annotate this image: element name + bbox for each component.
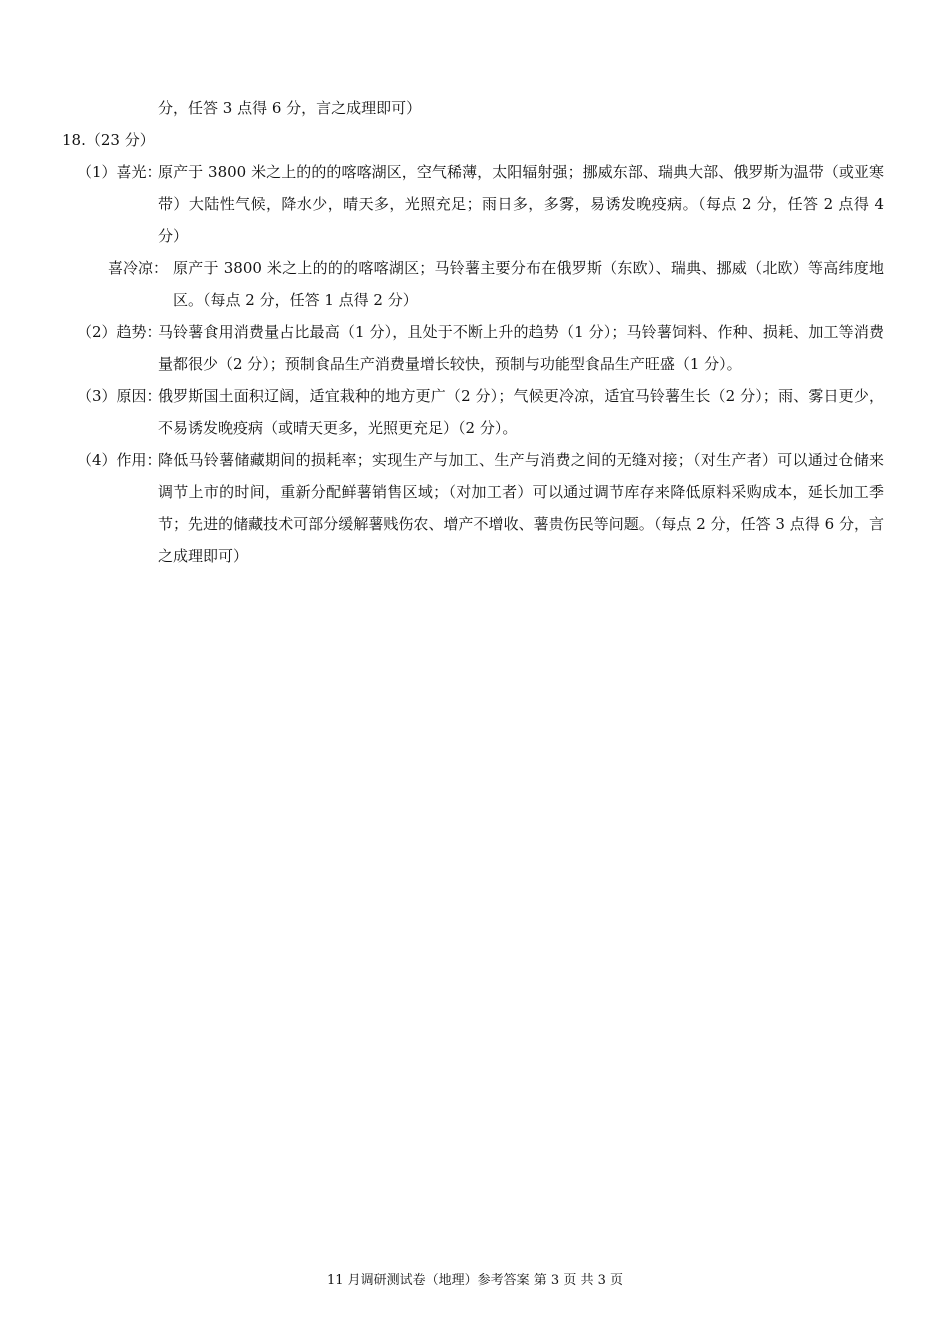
answer-3-label: （3）原因： — [77, 387, 162, 405]
answer-1-text: 原产于 3800 米之上的的的喀喀湖区，空气稀薄，太阳辐射强；挪威东部、瑞典大部、俄罗斯为温带（或亚寒带）大陆性气候，降水少，晴天多，光照充足；雨日多，多雾，易诱发晚疫病。（每点 2 分，任答 2 点得 4 分） — [158, 163, 884, 245]
answer-1b-text: 原产于 3800 米之上的的的喀喀湖区；马铃薯主要分布在俄罗斯（东欧）、瑞典、挪威（北欧）等高纬度地区。（每点 2 分，任答 1 点得 2 分） — [173, 259, 884, 309]
answer-1-label: （1）喜光： — [77, 163, 162, 181]
answer-4-label: （4）作用： — [77, 451, 162, 469]
page-footer: 11 月调研测试卷（地理）参考答案 第 3 页 共 3 页 — [326, 1273, 623, 1288]
answer-2-text: 马铃薯食用消费量占比最高（1 分），且处于不断上升的趋势（1 分）；马铃薯饲料、作种、损耗、加工等消费量都很少（2 分）；预制食品生产消费量增长较快，预制与功能型食品生产旺盛（1 分）。 — [158, 323, 884, 373]
answer-4-text: 降低马铃薯储藏期间的损耗率；实现生产与加工、生产与消费之间的无缝对接；（对生产者）可以通过仓储来调节上市的时间，重新分配鲜薯销售区域；（对加工者）可以通过调节库存来降低原料采购成本，延长加工季节；先进的储藏技术可部分缓解薯贱伤农、增产不增收、薯贵伤民等问题。（每点 2 分，任答 3 点得 6 分，言之成理即可） — [158, 451, 884, 565]
answer-1b-label: 喜冷凉： — [108, 259, 169, 277]
question-18-heading: 18.（23 分） — [62, 131, 155, 149]
answer-2-label: （2）趋势： — [77, 323, 162, 341]
answer-3-text: 俄罗斯国土面积辽阔，适宜栽种的地方更广（2 分）；气候更冷凉，适宜马铃薯生长（2 分）；雨、雾日更少，不易诱发晚疫病（或晴天更多，光照更充足）（2 分）。 — [158, 387, 884, 437]
answer-continuation: 分，任答 3 点得 6 分，言之成理即可） — [158, 99, 422, 117]
